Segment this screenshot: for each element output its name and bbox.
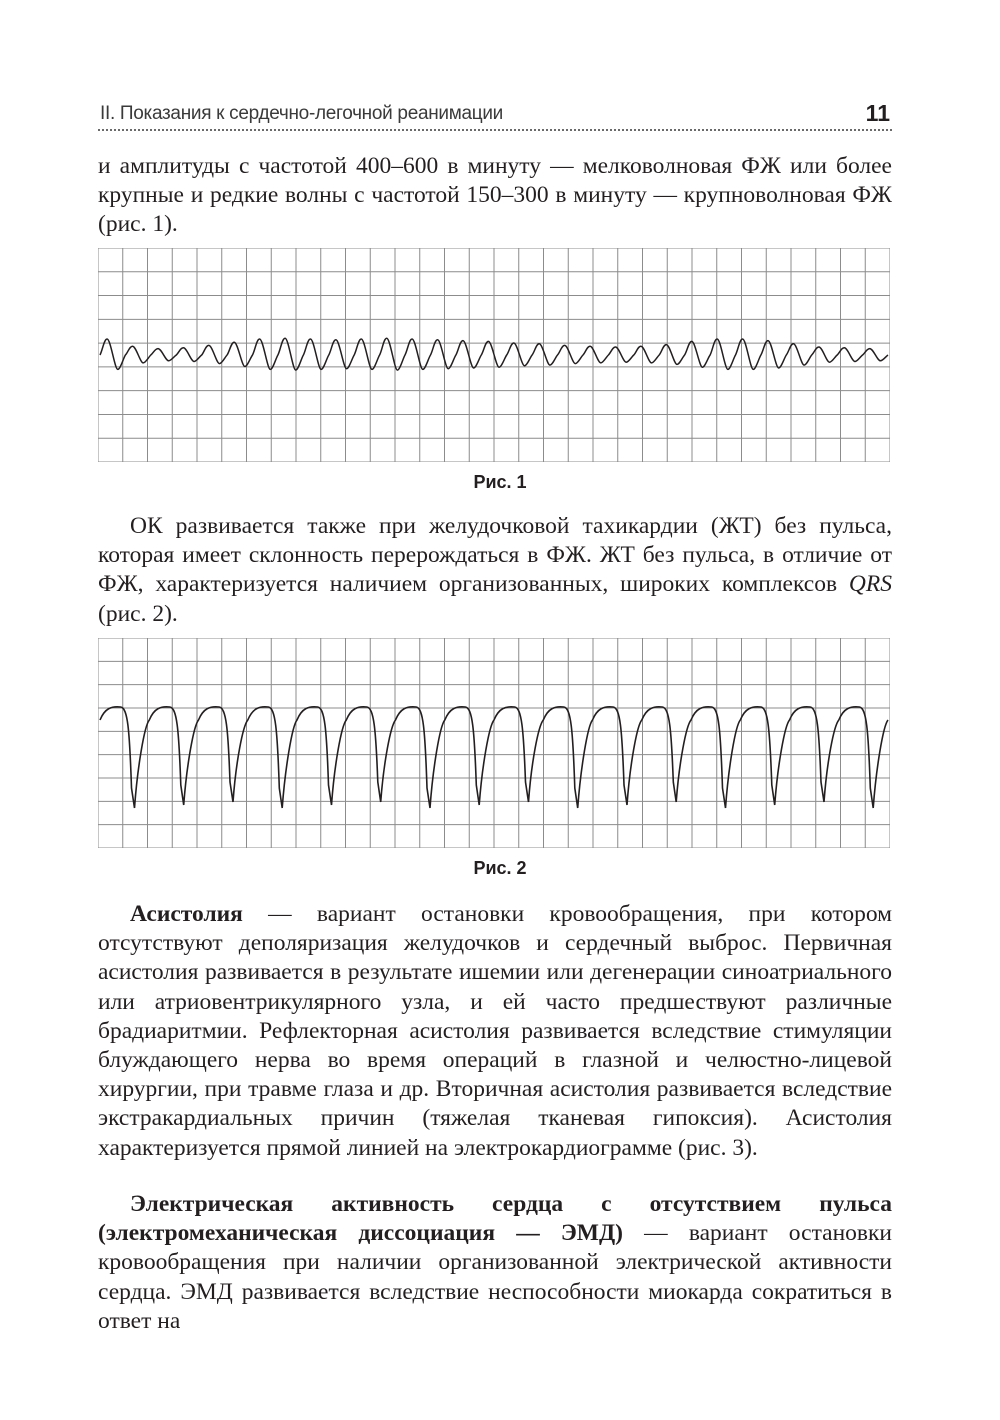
paragraph-text-end: (рис. 2). (98, 600, 178, 627)
paragraph-asystole (98, 900, 892, 1163)
paragraph-text: — вариант остановки кровообращения, при котором отсутствуют деполяризация желудочков и сердечный выброс. Первичная асистолия развивается в результате ишемии или дегенерации синоатриального или атриовентрикулярного узла, и ей часто предшествуют различные брадиаритмии. Рефлекторная асистолия развивается вследствие стимуляции блуждающего нерва во время операций в глазной и челюстно-лицевой хирургии, при травме глаза и др. Вторичная асистолия развивается вследствие экстракардиальных причин (тяжелая тканевая гипоксия). Асистолия характеризуется прямой линией на электрокардиограмме (рис. 3). (98, 901, 892, 1161)
paragraph-ventricular-tachycardia (98, 512, 892, 629)
figure-1-caption: Рис. 1 (473, 472, 527, 492)
ecg-figure-1-ventricular-fibrillation (98, 248, 890, 462)
paragraph-fibrillation-end (98, 152, 892, 240)
figure-2-caption: Рис. 2 (473, 858, 527, 878)
running-head-rule (98, 129, 892, 131)
page-number: 11 (865, 100, 890, 126)
paragraph-pulseless-electrical-activity (98, 1190, 892, 1336)
ecg-grid (98, 638, 890, 848)
ecg-figure-2-ventricular-tachycardia (98, 638, 890, 848)
pea-term: Электрическая активность сердца с отсутствием пульса (электромеханическая диссоциация — ЭМД) (98, 1191, 892, 1247)
qrs-term: QRS (848, 571, 892, 598)
running-head (98, 100, 892, 130)
paragraph-text: ОК развивается также при желудочковой тахикардии (ЖТ) без пульса, которая имеет склонность перерождаться в ФЖ. ЖТ без пульса, в отличие от ФЖ, характеризуется наличием организованных, широких комплексов (98, 513, 892, 598)
running-head-title: II. Показания к сердечно-легочной реанимации (100, 103, 503, 124)
asystole-term: Асистолия (130, 901, 243, 927)
paragraph-text: — вариант остановки кровообращения при наличии организованной электрической активности сердца. ЭМД развивается вследствие неспособности миокарда сократиться в ответ на (98, 1220, 892, 1334)
paragraph-text: и амплитуды с частотой 400–600 в минуту — мелковолновая ФЖ или более крупные и редкие волны с частотой 150–300 в минуту — крупноволновая ФЖ (рис. 1). (98, 153, 892, 238)
